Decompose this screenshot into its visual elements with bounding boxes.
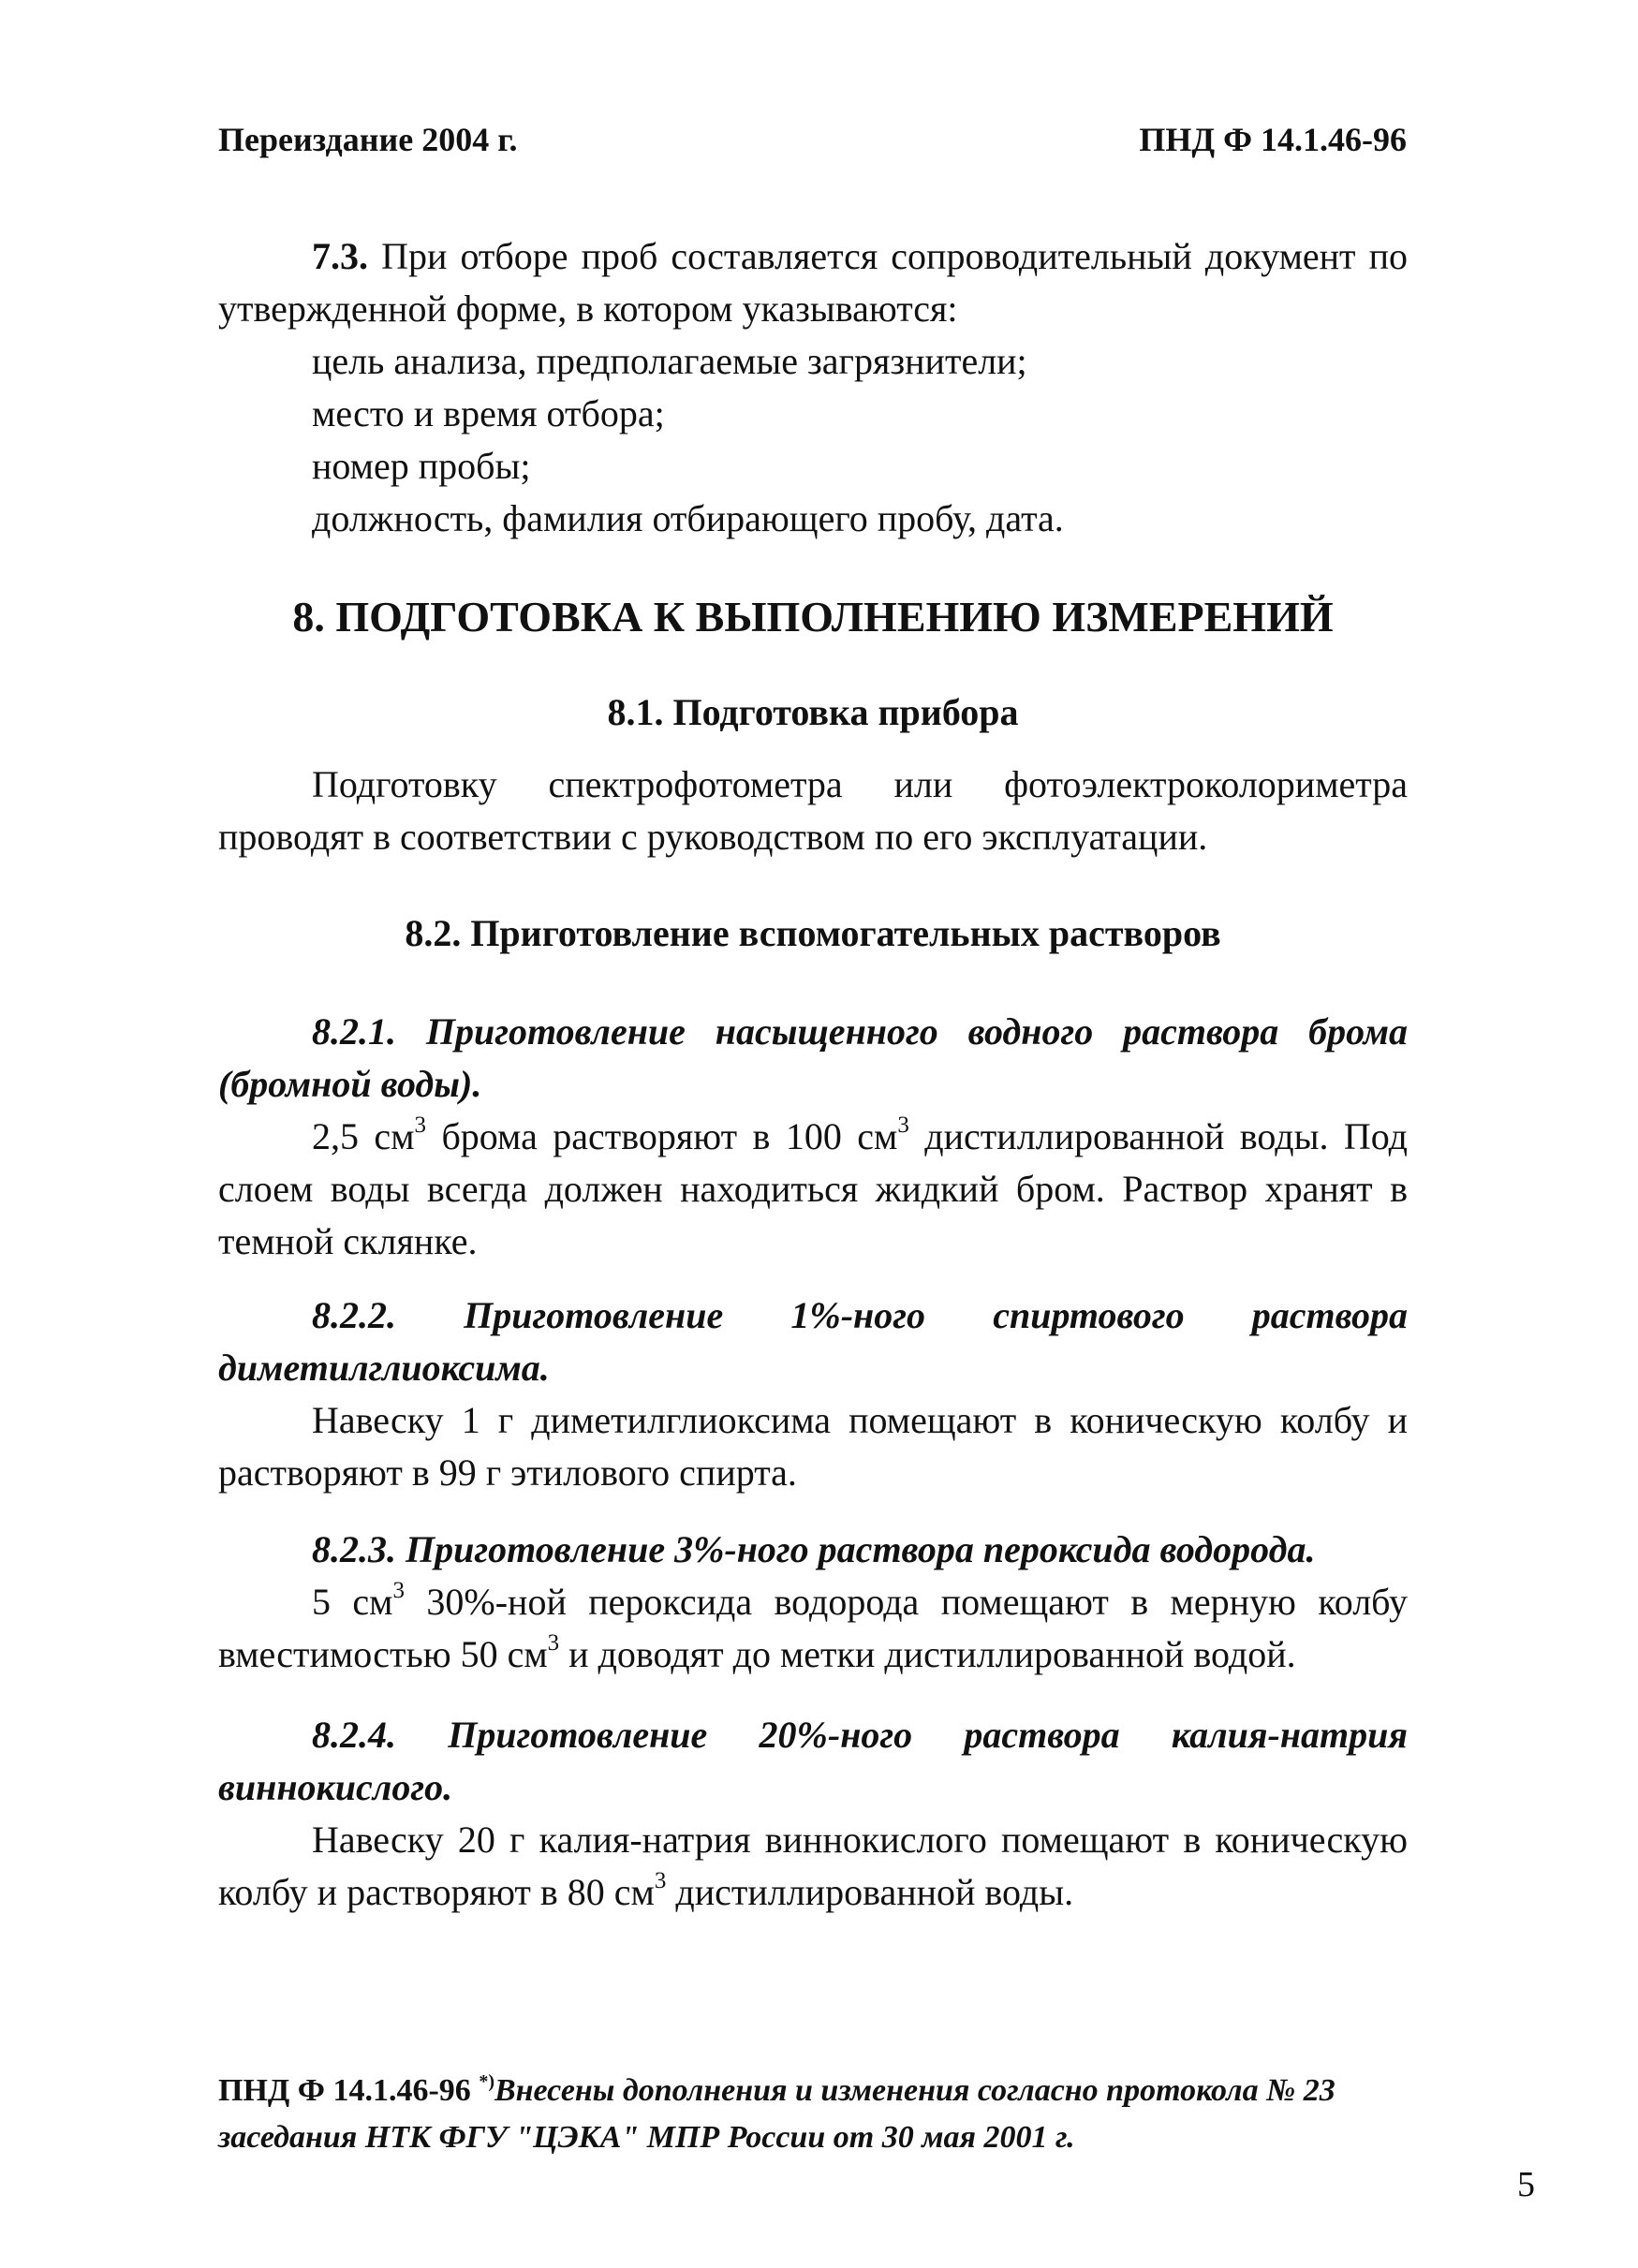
- header-edition: Переиздание 2004 г.: [218, 121, 518, 158]
- list-item: место и время отбора;: [312, 392, 665, 434]
- text-run: 5 см: [312, 1581, 393, 1623]
- section-8-2-1-text: [218, 1111, 1408, 1268]
- footnote: [218, 2068, 1408, 2161]
- footnote-mark: *): [479, 2071, 494, 2092]
- section-8-1: [218, 758, 1408, 863]
- section-8-2-3: [218, 1524, 1408, 1681]
- section-8-2-2-text: Навеску 1 г диметилглиоксима помещают в коническую колбу и растворяют в 99 г этилового спирта.: [218, 1399, 1408, 1494]
- superscript: 3: [897, 1112, 909, 1138]
- section-7-3-paragraph: [218, 230, 1408, 335]
- section-8-1-text: Подготовку спектрофотометра или фотоэлектроколориметра проводят в соответствии с руководством по его эксплуатации.: [218, 763, 1408, 858]
- superscript: 3: [392, 1578, 405, 1603]
- section-8-heading: 8. ПОДГОТОВКА К ВЫПОЛНЕНИЮ ИЗМЕРЕНИЙ: [292, 593, 1334, 641]
- section-8-1-heading: 8.1. Подготовка прибора: [607, 691, 1019, 733]
- superscript: 3: [414, 1112, 427, 1138]
- text-run: дистиллированной воды.: [666, 1871, 1074, 1913]
- text-run: брома растворяют в 100 см: [426, 1115, 898, 1157]
- section-7-3-number: 7.3.: [312, 235, 368, 277]
- list-item: должность, фамилия отбирающего пробу, дата.: [312, 497, 1064, 539]
- superscript: 3: [654, 1868, 667, 1893]
- list-item: цель анализа, предполагаемые загрязнители;: [312, 340, 1027, 382]
- section-8-2-3-text: [218, 1576, 1408, 1681]
- text-run: 2,5 см: [312, 1115, 415, 1157]
- page-number: 5: [1517, 2165, 1535, 2204]
- header-document-code: ПНД Ф 14.1.46-96: [1139, 121, 1407, 158]
- section-8-2-1: [218, 1006, 1408, 1268]
- text-run: Навеску 20 г калия-натрия виннокислого помещают в коническую колбу и растворяют в 80 см: [218, 1819, 1408, 1913]
- section-8-2-1-heading: 8.2.1. Приготовление насыщенного водного раствора брома (бромной воды).: [218, 1010, 1408, 1105]
- text-run: и доводят до метки дистиллированной водой.: [559, 1633, 1296, 1675]
- section-8-2-2-heading: 8.2.2. Приготовление 1%-ного спиртового раствора диметилглиоксима.: [218, 1294, 1408, 1389]
- footnote-code: ПНД Ф 14.1.46-96: [218, 2073, 471, 2108]
- section-7-3-text: При отборе проб составляется сопроводительный документ по утвержденной форме, в котором указываются:: [218, 235, 1409, 330]
- section-8-2-3-heading: 8.2.3. Приготовление 3%-ного раствора пероксида водорода.: [312, 1528, 1316, 1570]
- section-7-3: [218, 230, 1408, 545]
- section-8-2-4-text: [218, 1814, 1408, 1919]
- text-run: 30%-ной пероксида водорода помещают в мерную колбу вместимостью 50 см: [218, 1581, 1408, 1675]
- list-item: номер пробы;: [312, 445, 531, 487]
- section-8-2-heading: 8.2. Приготовление вспомогательных растворов: [405, 912, 1221, 954]
- superscript: 3: [547, 1630, 560, 1656]
- footnote-text: Внесены дополнения и изменения согласно протокола № 23 заседания НТК ФГУ "ЦЭКА" МПР России от 30 мая 2001 г.: [218, 2073, 1335, 2155]
- section-8-2-2: [218, 1289, 1408, 1499]
- section-8-2-4: [218, 1709, 1408, 1919]
- text-run: дистиллированной воды. Под слоем воды всегда должен находиться жидкий бром. Раствор хранят в темной склянке.: [218, 1115, 1408, 1262]
- section-8-2-4-heading: 8.2.4. Приготовление 20%-ного раствора калия-натрия виннокислого.: [218, 1714, 1408, 1808]
